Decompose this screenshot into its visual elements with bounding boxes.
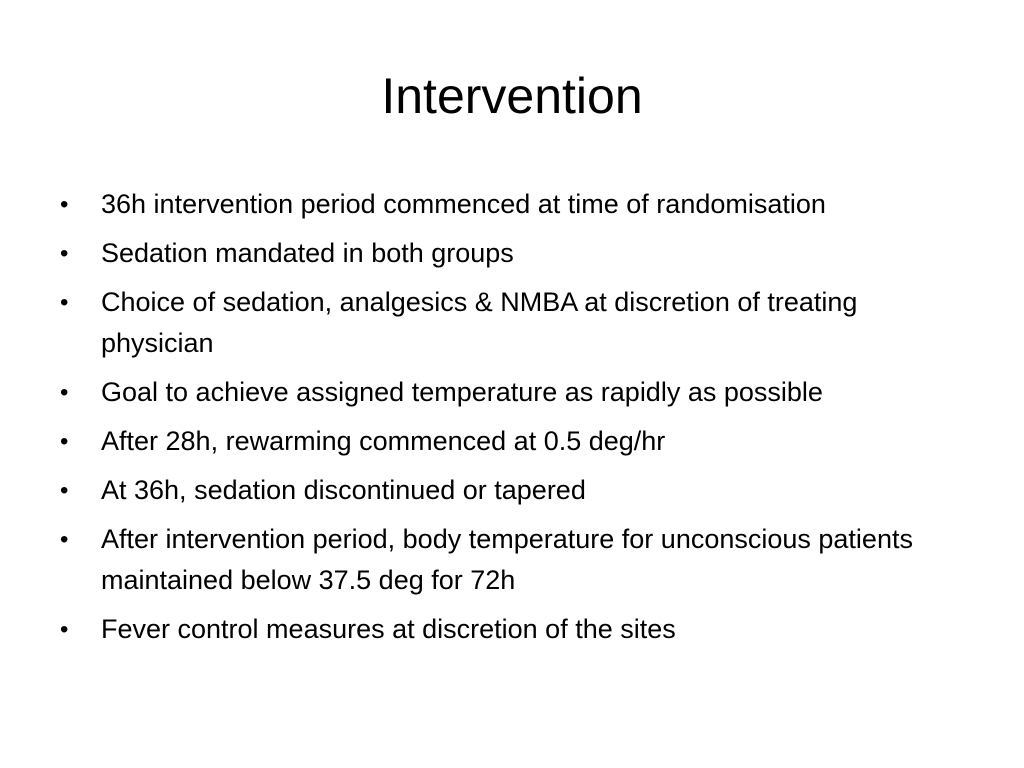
bullet-icon: • <box>60 616 69 643</box>
bullet-icon: • <box>60 428 69 455</box>
bullet-text: At 36h, sedation discontinued or tapered <box>101 475 586 505</box>
bullet-item <box>56 609 976 650</box>
bullet-text: After 28h, rewarming commenced at 0.5 deg/hr <box>101 426 666 456</box>
bullet-icon: • <box>60 191 69 218</box>
bullet-item <box>56 233 976 274</box>
bullet-icon: • <box>60 240 69 267</box>
bullet-item <box>56 372 976 413</box>
bullet-item <box>56 184 976 225</box>
bullet-item <box>56 519 976 601</box>
bullet-icon: • <box>60 477 69 504</box>
bullet-text: Choice of sedation, analgesics & NMBA at discretion of treating physician <box>101 287 858 358</box>
bullet-text: Goal to achieve assigned temperature as rapidly as possible <box>101 377 823 407</box>
bullet-icon: • <box>60 379 69 406</box>
bullet-item <box>56 470 976 511</box>
bullet-list <box>56 184 976 658</box>
bullet-text: 36h intervention period commenced at time of randomisation <box>101 189 826 219</box>
bullet-item <box>56 421 976 462</box>
bullet-text: Fever control measures at discretion of the sites <box>101 614 676 644</box>
bullet-text: Sedation mandated in both groups <box>101 238 514 268</box>
bullet-text: After intervention period, body temperature for unconscious patients maintained below 37.5 deg for 72h <box>101 524 913 595</box>
bullet-icon: • <box>60 526 69 553</box>
bullet-icon: • <box>60 289 69 316</box>
bullet-item <box>56 282 976 364</box>
slide-title: Intervention <box>381 68 643 124</box>
